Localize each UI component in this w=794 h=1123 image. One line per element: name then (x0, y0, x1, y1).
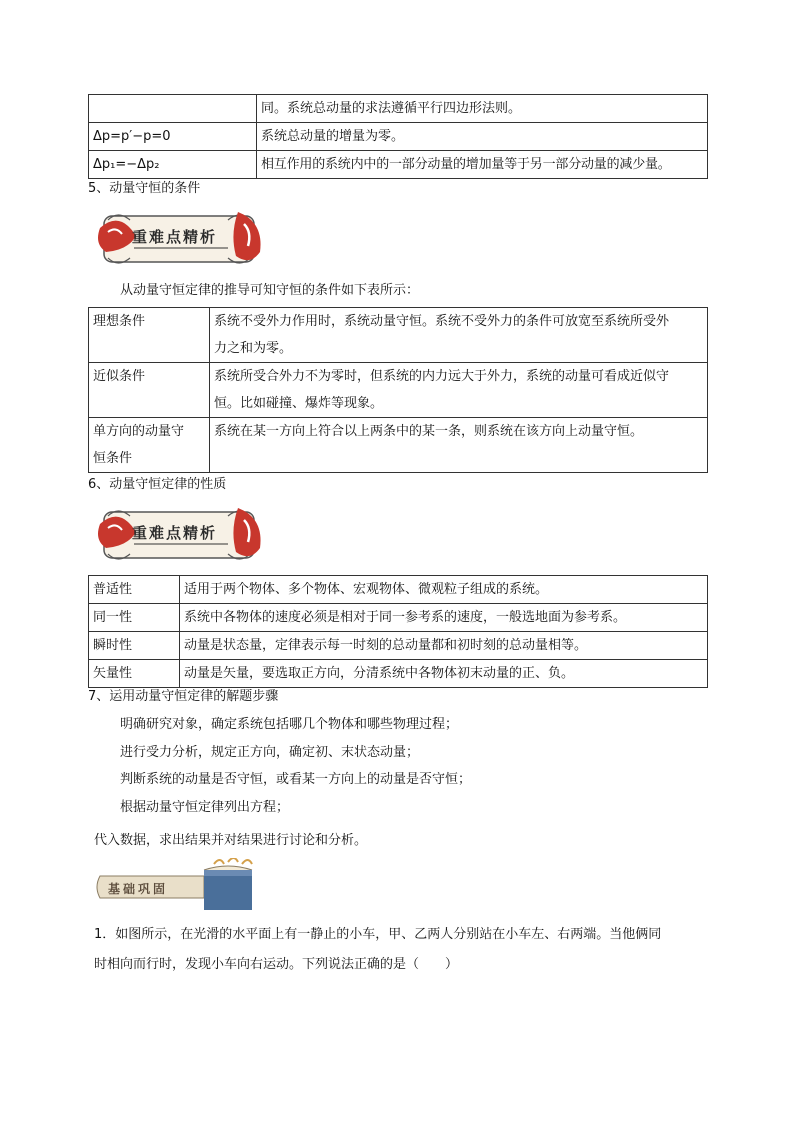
table-cell: 相互作用的系统内中的一部分动量的增加量等于另一部分动量的减少量。 (257, 151, 708, 179)
step-item: 明确研究对象，确定系统包括哪几个物体和哪些物理过程； (120, 717, 459, 732)
table-cell: 单方向的动量守 恒条件 (89, 418, 210, 473)
table-row (89, 604, 708, 632)
table-cell: 系统在某一方向上符合以上两条中的某一条，则系统在该方向上动量守恒。 (210, 418, 708, 473)
formula-cell: Δp=p′−p=0 (89, 123, 257, 151)
table-cell: 矢量性 (89, 660, 180, 688)
table-row (89, 363, 708, 418)
table-row (89, 151, 708, 179)
step-item: 进行受力分析，规定正方向，确定初、末状态动量； (120, 745, 420, 760)
table-momentum-increment (88, 94, 708, 179)
question-text: 时相向而行时，发现小车向右运动。下列说法正确的是（ ） (94, 957, 459, 972)
table-cell: 动量是矢量，要选取正方向，分清系统中各物体初末动量的正、负。 (180, 660, 708, 688)
table-cell: 理想条件 (89, 308, 210, 363)
question-text: 1．如图所示，在光滑的水平面上有一静止的小车，甲、乙两人分别站在小车左、右两端。当他俩同 (94, 927, 662, 942)
table-cell: 普适性 (89, 576, 180, 604)
banner-label: 重难点精析 (132, 524, 218, 542)
banner-label: 重难点精析 (132, 228, 218, 246)
table-row (89, 632, 708, 660)
section-heading-6: 6、动量守恒定律的性质 (88, 477, 227, 492)
table-row (89, 308, 708, 363)
table-cell: 系统所受合外力不为零时，但系统的内力远大于外力，系统的动量可看成近似守 恒。比如碰撞、爆炸等现象。 (210, 363, 708, 418)
table-cell: 适用于两个物体、多个物体、宏观物体、微观粒子组成的系统。 (180, 576, 708, 604)
table-cell: 系统中各物体的速度必须是相对于同一参考系的速度，一般选地面为参考系。 (180, 604, 708, 632)
section-heading-5: 5、动量守恒的条件 (88, 181, 201, 196)
conservation-conditions-table (88, 307, 708, 473)
table-row (89, 123, 708, 151)
table-cell (89, 95, 257, 123)
table-cell: 同一性 (89, 604, 180, 632)
banner-label: 基础巩固 (108, 882, 169, 896)
step-item: 判断系统的动量是否守恒，或看某一方向上的动量是否守恒； (120, 772, 472, 787)
formula-cell: Δp₁=−Δp₂ (89, 151, 257, 179)
step-final: 代入数据，求出结果并对结果进行讨论和分析。 (94, 833, 368, 848)
table-cell: 系统不受外力作用时，系统动量守恒。系统不受外力的条件可放宽至系统所受外 力之和为零。 (210, 308, 708, 363)
table-row (89, 660, 708, 688)
section-heading-7: 7、运用动量守恒定律的解题步骤 (88, 689, 279, 704)
intro-text: 从动量守恒定律的推导可知守恒的条件如下表所示： (120, 283, 420, 298)
table-row (89, 418, 708, 473)
step-item: 根据动量守恒定律列出方程； (120, 800, 290, 815)
table-row (89, 576, 708, 604)
table-cell: 同。系统总动量的求法遵循平行四边形法则。 (257, 95, 708, 123)
table-cell: 动量是状态量，定律表示每一时刻的总动量都和初时刻的总动量相等。 (180, 632, 708, 660)
table-row (89, 95, 708, 123)
law-properties-table (88, 575, 708, 688)
table-cell: 近似条件 (89, 363, 210, 418)
table-cell: 系统总动量的增量为零。 (257, 123, 708, 151)
table-cell: 瞬时性 (89, 632, 180, 660)
